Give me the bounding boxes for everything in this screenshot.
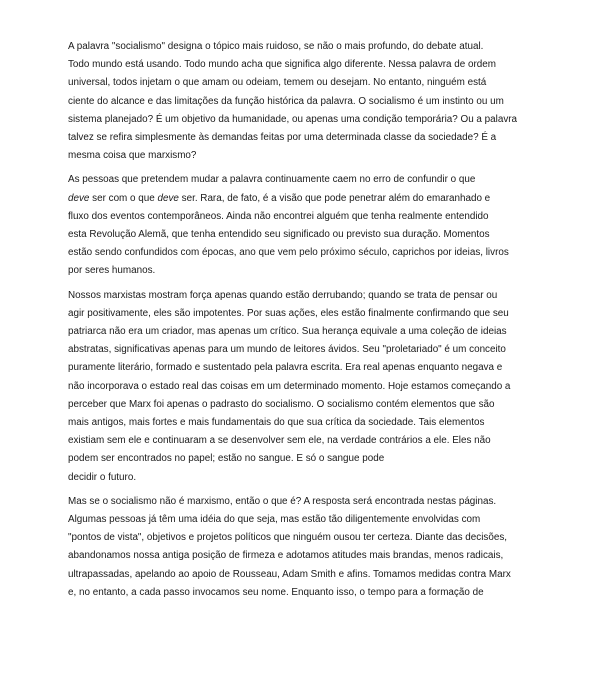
text-segment: As pessoas que pretendem mudar a palavra continuamente caem no erro de confundir o que — [68, 174, 476, 186]
text-segment: Mas se o socialismo não é marxismo, então o que é? A resposta será encontrada nestas páginas. — [68, 495, 497, 507]
text-segment: mesma coisa que marxismo? — [68, 150, 197, 162]
text-line — [68, 111, 588, 129]
text-segment: perceber que Marx foi apenas o padrasto do socialismo. O socialismo contém elementos que são — [68, 398, 495, 410]
text-segment: Algumas pessoas já têm uma idéia do que seja, mas estão tão diligentemente envolvidas com — [68, 514, 481, 526]
text-line — [68, 584, 588, 602]
text-line — [68, 56, 588, 74]
text-line — [68, 323, 588, 341]
text-segment: e, no entanto, a cada passo invocamos seu nome. Enquanto isso, o tempo para a formação de — [68, 586, 484, 598]
text-segment: Todo mundo está usando. Todo mundo acha que significa algo diferente. Nessa palavra de ordem — [68, 59, 497, 71]
text-line — [68, 493, 588, 511]
text-segment: esta Revolução Alemã, que tenha entendido seu significado ou previsto sua duração. Momentos — [68, 229, 490, 241]
text-segment: fluxo dos eventos contemporâneos. Ainda não encontrei alguém que tenha realmente entendido — [68, 210, 489, 222]
text-segment: abandonamos nossa antiga posição de firmeza e adotamos atitudes mais brandas, menos radicais, — [68, 550, 504, 562]
text-segment: puramente literário, formado e sustentado pela palavra escrita. Era real apenas enquanto negava e — [68, 362, 503, 374]
italic-word: deve — [157, 192, 179, 204]
text-line — [68, 262, 588, 280]
text-segment: "pontos de vista", objetivos e projetos políticos que ninguém ousou ter certeza. Diante das decisões, — [68, 532, 508, 544]
text-line — [68, 38, 588, 56]
text-line — [68, 511, 588, 529]
text-segment: universal, todos injetam o que amam ou odeiam, temem ou desejam. No entanto, ninguém está — [68, 77, 487, 89]
text-line — [68, 287, 588, 305]
text-segment: existiam sem ele e continuaram a se desenvolver sem ele, na verdade contrários a ele. Eles não — [68, 435, 491, 447]
paragraph — [68, 287, 588, 487]
italic-word: deve — [68, 192, 90, 204]
text-line — [68, 93, 588, 111]
text-segment: ultrapassadas, apelando ao apoio de Rousseau, Adam Smith e afins. Tomamos medidas contra Marx — [68, 568, 511, 580]
text-line — [68, 74, 588, 92]
text-line — [68, 171, 588, 189]
paragraph — [68, 493, 588, 602]
text-line — [68, 129, 588, 147]
text-line — [68, 566, 588, 584]
text-segment: estão sendo confundidos com épocas, ano que vem pelo próximo século, caprichos por ideias, livros — [68, 247, 509, 259]
paragraph — [68, 38, 588, 165]
paragraph — [68, 171, 588, 280]
text-line — [68, 147, 588, 165]
text-segment: A palavra "socialismo" designa o tópico mais ruidoso, se não o mais profundo, do debate atual. — [68, 41, 484, 52]
text-segment: ciente do alcance e das limitações da função histórica da palavra. O socialismo é um instinto ou um — [68, 95, 504, 107]
text-line — [68, 226, 588, 244]
text-segment: decidir o futuro. — [68, 471, 137, 483]
text-segment: podem ser encontrados no papel; estão no sangue. E só o sangue pode — [68, 453, 385, 465]
text-line — [68, 208, 588, 226]
text-line — [68, 529, 588, 547]
text-line — [68, 450, 588, 468]
text-line — [68, 432, 588, 450]
text-line — [68, 469, 588, 487]
text-segment: ser com o que — [89, 192, 158, 204]
text-segment: mais antigos, mais fortes e mais fundamentais do que sua crítica da sociedade. Tais elementos — [68, 417, 485, 429]
text-line — [68, 341, 588, 359]
text-line — [68, 244, 588, 262]
text-line — [68, 378, 588, 396]
text-segment: ser. Rara, de fato, é a visão que pode penetrar além do emaranhado e — [178, 192, 491, 204]
text-line — [68, 396, 588, 414]
text-line — [68, 305, 588, 323]
text-segment: sistema planejado? É um objetivo da humanidade, ou apenas uma condição temporária? Ou a palavra — [68, 113, 518, 125]
text-segment: por seres humanos. — [68, 265, 156, 277]
text-segment: agir positivamente, eles são impotentes. Por suas ações, eles estão finalmente confirmando que seu — [68, 307, 509, 319]
text-segment: Nossos marxistas mostram força apenas quando estão derrubando; quando se trata de pensar ou — [68, 289, 498, 301]
text-segment: abstratas, significativas apenas para um mundo de leitores ávidos. Seu "proletariado" é um conceito — [68, 344, 506, 356]
text-line — [68, 359, 588, 377]
document-body — [68, 38, 588, 608]
text-line — [68, 190, 588, 208]
text-segment: não incorporava o estado real das coisas em um determinado momento. Hoje estamos começando a — [68, 380, 511, 392]
text-segment: patriarca não era um criador, mas apenas um crítico. Sua herança equivale a uma coleção de ideias — [68, 326, 507, 338]
text-line — [68, 414, 588, 432]
text-segment: talvez se refira simplesmente às demandas feitas por uma determinada classe da sociedade? É a — [68, 132, 497, 144]
text-line — [68, 547, 588, 565]
